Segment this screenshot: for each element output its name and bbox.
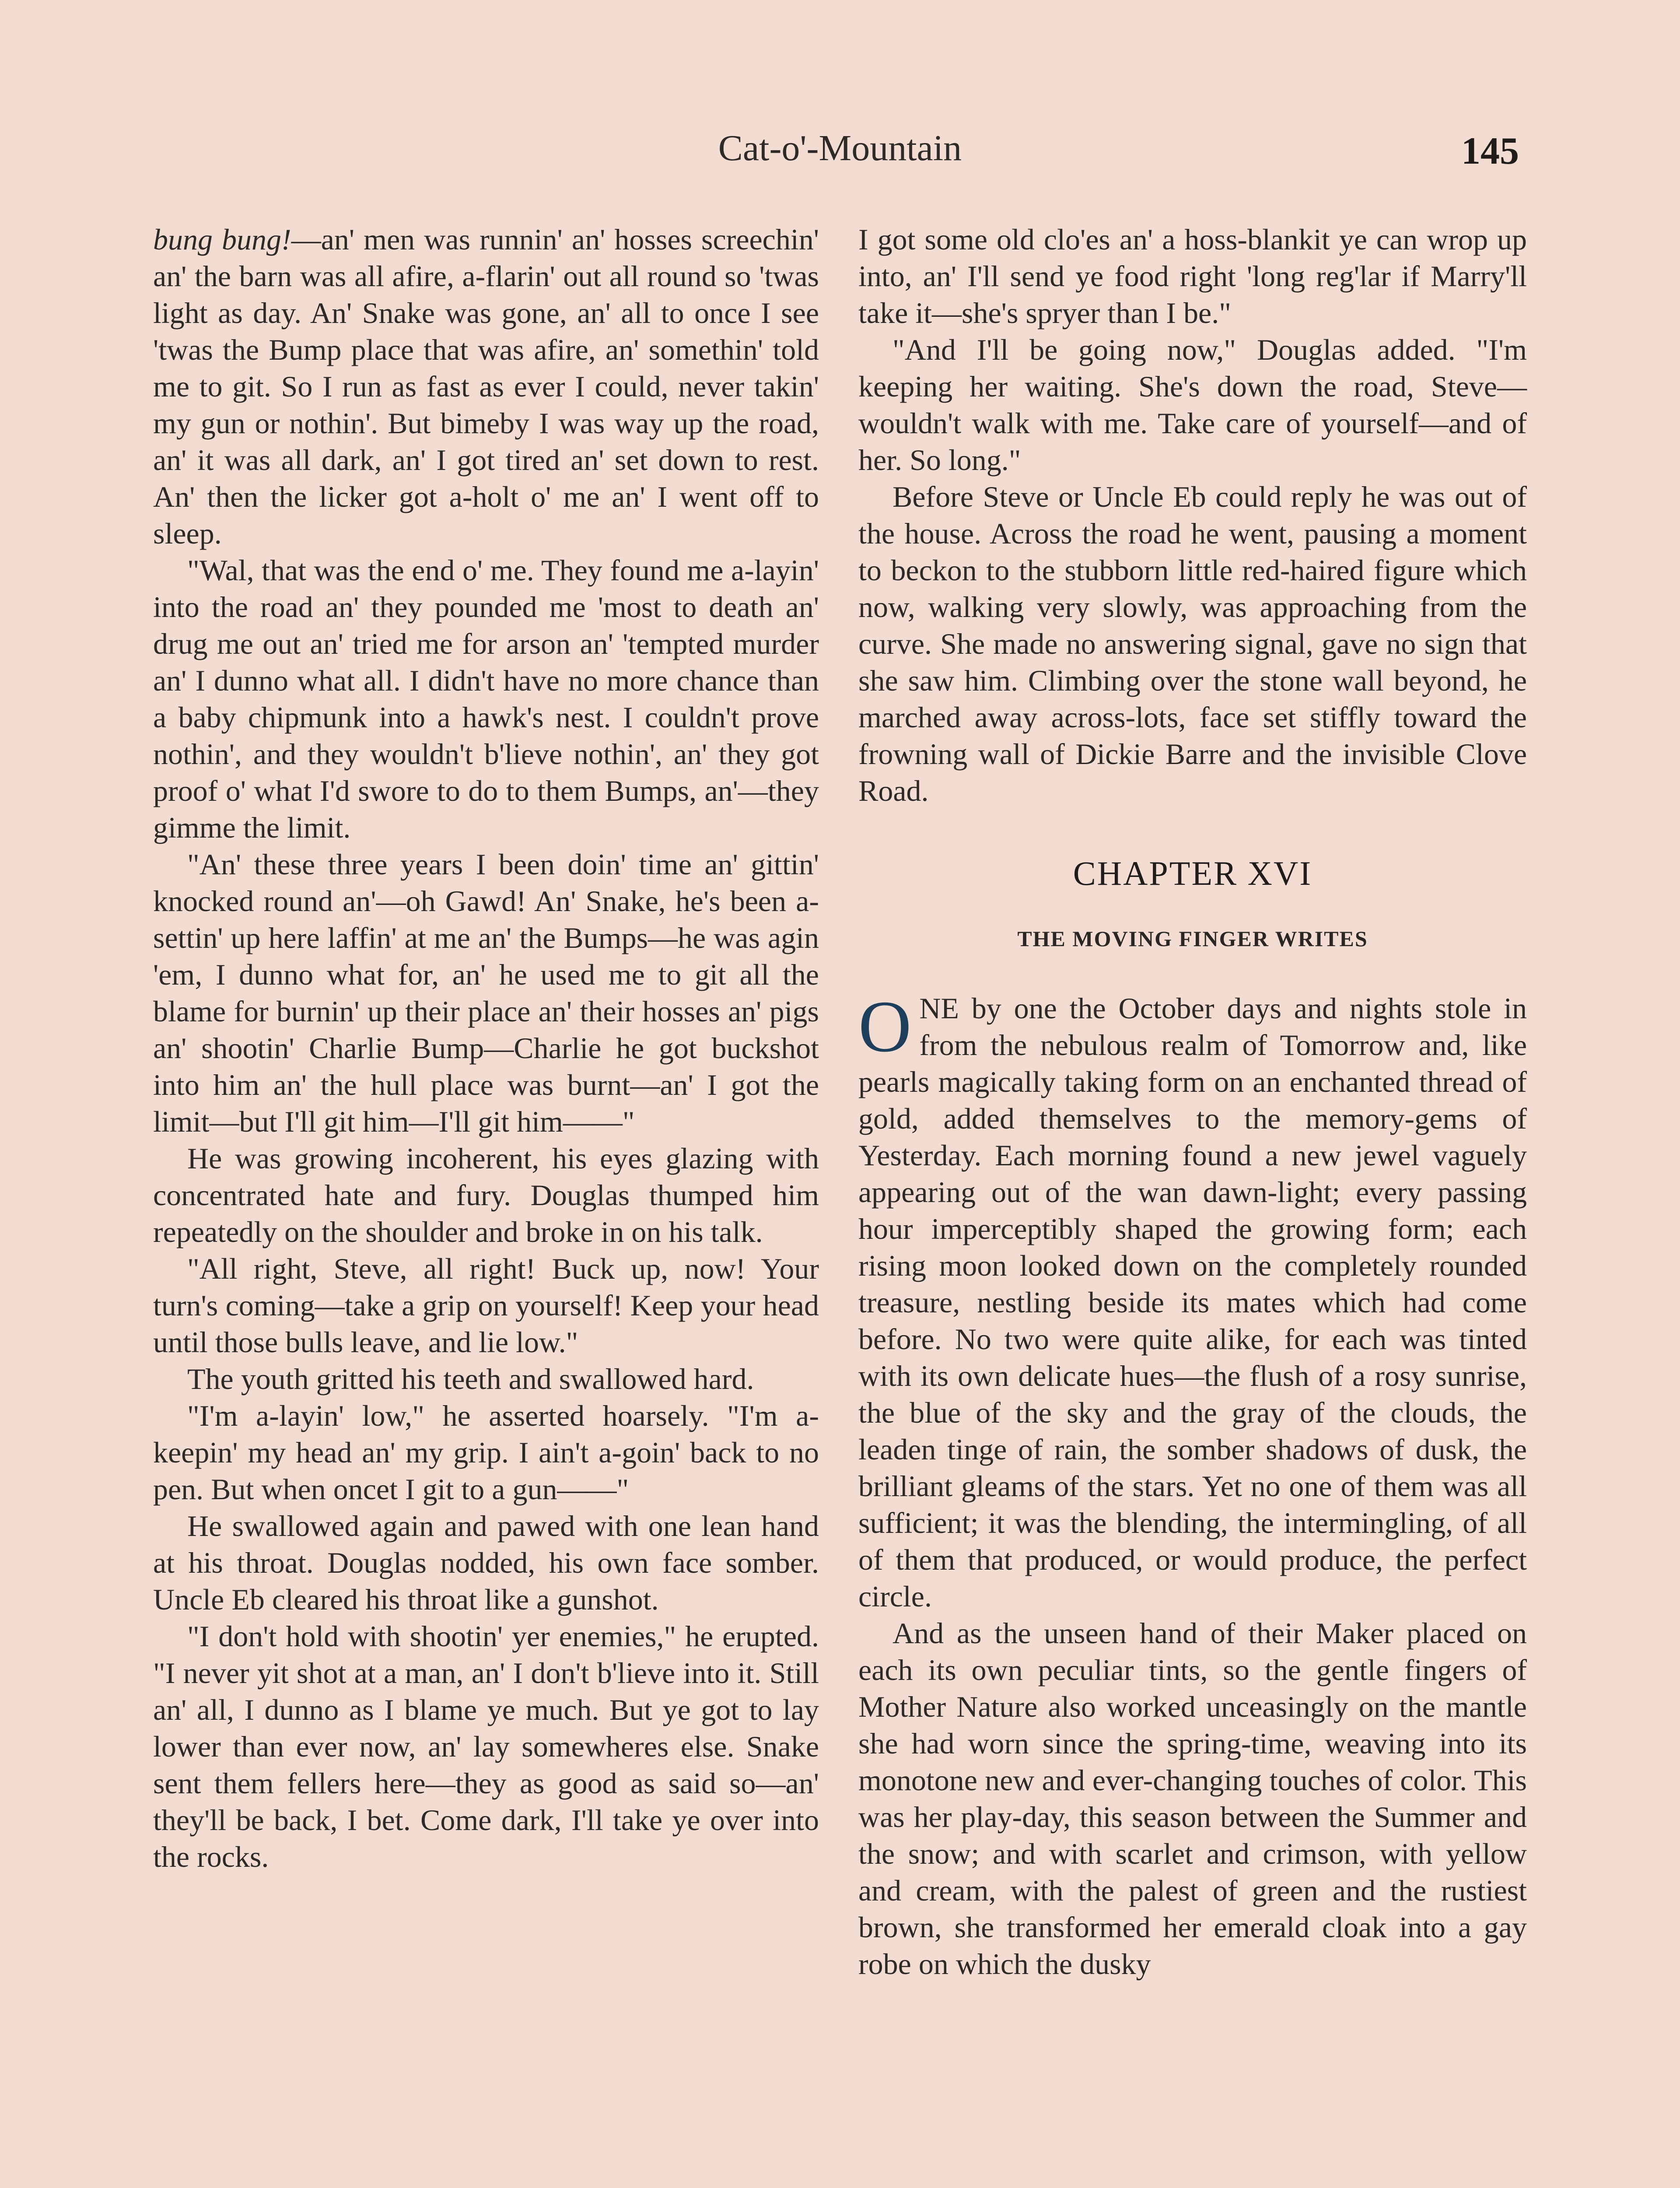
paragraph-text: —an' men was runnin' an' hosses screechin' an' the barn was all afire, a-flarin' out all round so 'twas light as day. An' Snake was gone, an' all to once I see 'twas the Bump place that was afire, an' somethin' told me to git. So I run as fast as ever I could, never takin' my gun or nothin'. But bimeby I was way up the road, an' it was all dark, an' I got tired an' set down to rest. An' then the licker got a-holt o' me an' I went off to sleep. — [153, 223, 819, 550]
paragraph: He was growing incoherent, his eyes glazing with concentrated hate and fury. Douglas thumped him repeatedly on the shoulder and broke in on his talk. — [153, 1142, 819, 1248]
drop-cap: O — [858, 986, 912, 1067]
running-title: Cat-o'-Mountain — [718, 128, 962, 168]
paragraph: I got some old clo'es an' a hoss-blankit ye can wrop up into, an' I'll send ye food right 'long reg'lar if Marry'll take it—she's spryer than I be." — [858, 223, 1527, 330]
chapter-subtitle: THE MOVING FINGER WRITES — [1017, 926, 1368, 951]
paragraph: "All right, Steve, all right! Buck up, now! Your turn's coming—take a grip on yourself! Keep your head until those bulls leave, and lie low." — [153, 1252, 819, 1359]
left-column — [153, 221, 819, 1875]
right-column — [858, 221, 1527, 1982]
paragraph: "And I'll be going now," Douglas added. "I'm keeping her waiting. She's down the road, Steve—wouldn't walk with me. Take care of yourself—and of her. So long." — [858, 333, 1527, 477]
paragraph — [153, 221, 819, 552]
paragraph: Before Steve or Uncle Eb could reply he was out of the house. Across the road he went, pausing a moment to beckon to the stubborn little red-haired figure which now, walking very slowly, was approaching from the curve. She made no answering signal, gave no sign that she saw him. Climbing over the stone wall beyond, he marched away across-lots, face set stiffly toward the frowning wall of Dickie Barre and the invisible Clove Road. — [858, 480, 1527, 807]
page-number: 145 — [1461, 130, 1519, 172]
chapter-opening-paragraph — [858, 986, 1527, 1615]
paragraph: "I'm a-layin' low," he asserted hoarsely. "I'm a-keepin' my head an' my grip. I ain't a-goin' back to no pen. But when oncet I git to a gun——" — [153, 1399, 819, 1506]
paragraph: "I don't hold with shootin' yer enemies," he erupted. "I never yit shot at a man, an' I don't b'lieve into it. Still an' all, I dunno as I blame ye much. But ye got to lay lower than ever now, an' lay somewheres else. Snake sent them fellers here—they as good as said so—an' they'll be back, I bet. Come dark, I'll take ye over into the rocks. — [153, 1620, 819, 1873]
paragraph: "Wal, that was the end o' me. They found me a-layin' into the road an' they pounded me 'most to death an' drug me out an' tried me for arson an' 'tempted murder an' I dunno what all. I didn't have no more chance than a baby chipmunk into a hawk's nest. I couldn't prove nothin', and they wouldn't b'lieve nothin', an' they got proof o' what I'd swore to do to them Bumps, an'—they gimme the limit. — [153, 554, 819, 844]
chapter-heading: CHAPTER XVI — [1073, 854, 1312, 892]
italic-lead: bung bung! — [153, 223, 291, 256]
paragraph: The youth gritted his teeth and swallowed hard. — [187, 1362, 754, 1396]
paragraph: And as the unseen hand of their Maker placed on each its own peculiar tints, so the gentle fingers of Mother Nature also worked unceasingly on the mantle she had worn since the spring-time, weaving into its monotone new and ever-changing touches of color. This was her play-day, this season between the Summer and the snow; and with scarlet and crimson, with yellow and cream, with the palest of green and the rustiest brown, she transformed her emerald cloak into a gay robe on which the dusky — [858, 1616, 1527, 1981]
paragraph: "An' these three years I been doin' time an' gittin' knocked round an'—oh Gawd! An' Snake, he's been a-settin' up here laffin' at me an' the Bumps—he was agin 'em, I dunno what for, an' he used me to git all the blame for burnin' up their place an' their hosses an' pigs an' shootin' Charlie Bump—Charlie he got buckshot into him an' the hull place was burnt—an' I got the limit—but I'll git him—I'll git him——" — [153, 848, 819, 1138]
paragraph: He swallowed again and pawed with one lean hand at his throat. Douglas nodded, his own face somber. Uncle Eb cleared his throat like a gunshot. — [153, 1509, 819, 1616]
paragraph-text: NE by one the October days and nights stole in from the nebulous realm of Tomorrow and, like pearls magically taking form on an enchanted thread of gold, added themselves to the memory-gems of Yesterday. Each morning found a new jewel vaguely appearing out of the wan dawn-light; every passing hour imperceptibly shaped the growing form; each rising moon looked down on the completely rounded treasure, nestling beside its mates which had come before. No two were quite alike, for each was tinted with its own delicate hues—the flush of a rosy sunrise, the blue of the sky and the gray of the clouds, the leaden tinge of rain, the somber shadows of dusk, the brilliant gleams of the stars. Yet no one of them was all sufficient; it was the blending, the intermingling, of all of them that produced, or would produce, the perfect circle. — [858, 992, 1527, 1613]
